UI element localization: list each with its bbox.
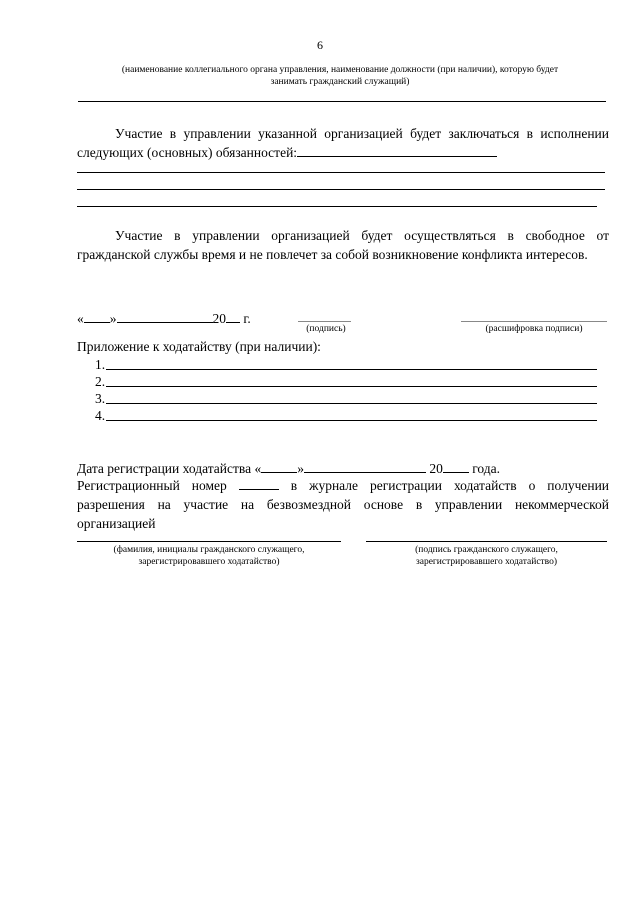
- attachment-item-label-4: 4.: [95, 408, 106, 423]
- duties-paragraph: [77, 124, 609, 162]
- reg-date-label: Дата регистрации ходатайства «: [77, 461, 262, 476]
- reg-number-part-2: в журнале регистрации ходатайств о получении разрешения на участие на безвозмездной основе в управлении некоммерческой организацией: [77, 478, 610, 531]
- date-day-blank[interactable]: [84, 310, 110, 323]
- reg-year-blank[interactable]: [443, 460, 469, 473]
- header-caption-line-1: (наименование коллегиального органа управления, наименование должности (при наличии), которую будет: [121, 65, 559, 75]
- attachment-title: Приложение к ходатайству (при наличии):: [77, 339, 321, 354]
- registrar-name-caption-1: (фамилия, инициалы гражданского служащего,: [113, 545, 305, 555]
- date-month-blank[interactable]: [117, 310, 213, 323]
- reg-number-part-1: Регистрационный номер: [77, 478, 227, 493]
- date-row: [77, 309, 251, 328]
- reg-year-suffix: года.: [472, 461, 501, 476]
- attachment-item-label-1: 1.: [95, 357, 106, 372]
- signature-decode-line[interactable]: [461, 321, 607, 322]
- date-close-quote: »: [109, 311, 117, 326]
- duties-line-2[interactable]: [77, 189, 605, 190]
- registrar-signature-caption-1: (подпись гражданского служащего,: [415, 545, 558, 555]
- duties-line-1[interactable]: [77, 172, 605, 173]
- duties-text: Участие в управлении указанной организацией будет заключаться в исполнении следующих (основных) обязанностей:: [77, 126, 609, 160]
- date-open-quote: «: [77, 311, 84, 326]
- reg-month-blank[interactable]: [304, 460, 426, 473]
- signature-line[interactable]: [298, 321, 351, 322]
- attachment-item-label-2: 2.: [95, 374, 106, 389]
- registrar-signature-caption-2: зарегистрировавшего ходатайство): [415, 557, 558, 567]
- registrar-name-caption-2: зарегистрировавшего ходатайство): [138, 557, 280, 567]
- date-year-prefix: 20: [212, 311, 226, 326]
- signature-decode-caption: (расшифровка подписи): [485, 324, 583, 334]
- date-year-blank[interactable]: [226, 310, 240, 323]
- attachment-line-4[interactable]: [106, 420, 597, 421]
- attachment-item-label-3: 3.: [95, 391, 106, 406]
- attachment-line-1[interactable]: [106, 369, 597, 370]
- signature-caption: (подпись): [306, 324, 346, 334]
- attachment-line-3[interactable]: [106, 403, 597, 404]
- registrar-signature-line[interactable]: [366, 541, 607, 542]
- header-rule: [78, 101, 606, 102]
- reg-year-prefix: 20: [429, 461, 443, 476]
- page-number: 6: [317, 38, 323, 52]
- registrar-name-line[interactable]: [77, 541, 341, 542]
- header-caption-line-2: занимать гражданский служащий): [270, 77, 410, 87]
- reg-day-blank[interactable]: [261, 460, 297, 473]
- duties-blank[interactable]: [297, 144, 497, 157]
- duties-line-3[interactable]: [77, 206, 597, 207]
- reg-date-close: »: [297, 461, 304, 476]
- attachment-line-2[interactable]: [106, 386, 597, 387]
- reg-number-blank[interactable]: [239, 477, 279, 490]
- date-year-suffix: г.: [243, 311, 251, 326]
- registration-number-paragraph: [77, 476, 609, 533]
- conflict-paragraph: Участие в управлении организацией будет осуществляться в свободное от гражданской службы время и не повлечет за собой возникновение конфликта интересов.: [77, 228, 609, 262]
